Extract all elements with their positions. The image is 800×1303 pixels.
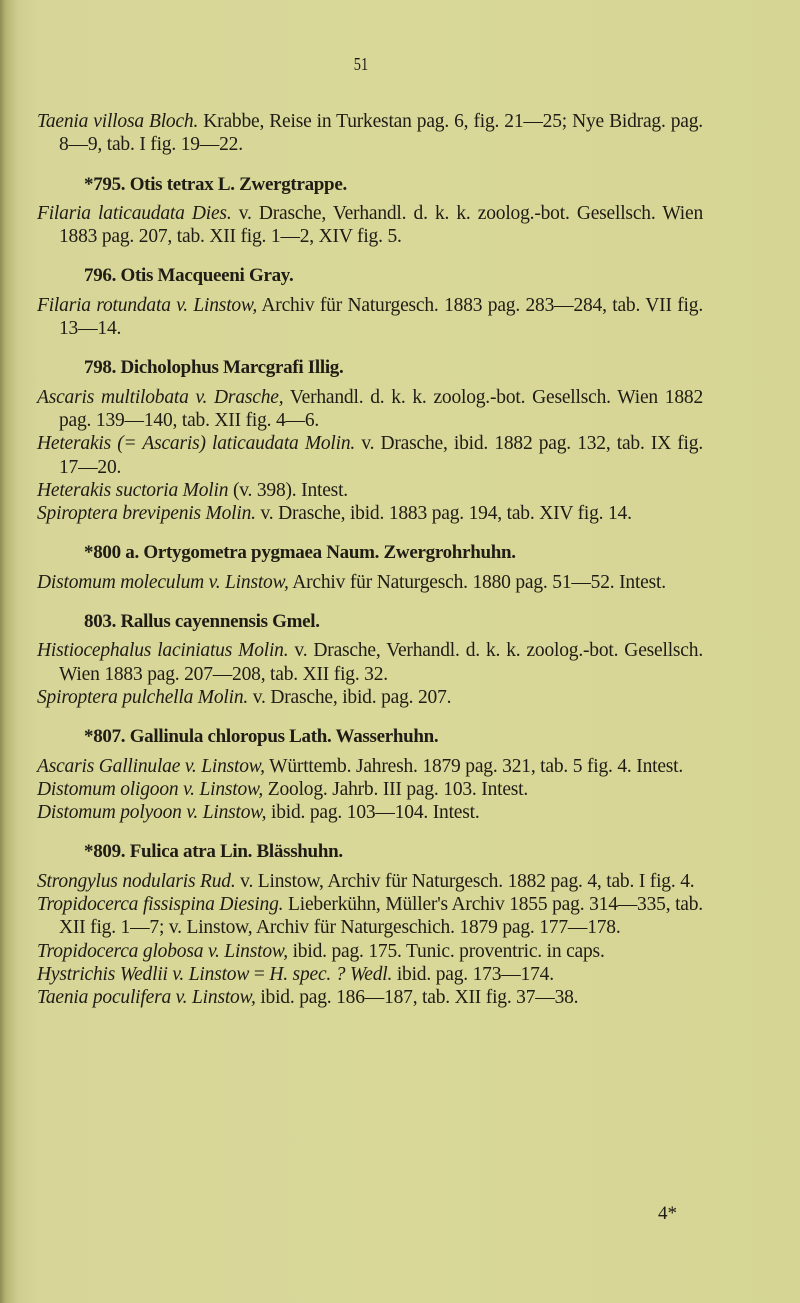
- species-heading: *809. Fulica atra Lin. Blässhuhn.: [84, 841, 343, 863]
- parasite-name: Filaria rotundata v. Linstow,: [37, 294, 258, 316]
- species-heading: 796. Otis Macqueeni Gray.: [84, 265, 294, 287]
- parasite-name: Strongylus nodularis Rud.: [37, 870, 236, 892]
- parasite-name: Heterakis (= Ascaris) laticaudata Molin.: [37, 433, 356, 455]
- citation-entry: [37, 870, 703, 893]
- parasite-name: Distomum polyoon v. Linstow,: [37, 802, 267, 824]
- citation-entry: [37, 778, 703, 801]
- citation-entry: [37, 801, 703, 824]
- parasite-name: Spiroptera pulchella Molin.: [37, 686, 249, 708]
- citation-entry: [37, 755, 703, 778]
- citation-text: ibid. pag. 175. Tunic. proventric. in caps.: [287, 940, 605, 962]
- species-heading: 798. Dicholophus Marcgrafi Illig.: [84, 357, 344, 379]
- citation-entry: [37, 479, 703, 502]
- citation-text: Lieberkühn, Müller's Archiv 1855 pag. 314—335, tab. XII fig. 1—7; v. Linstow, Archiv für Naturgeschich. 1879 pag. 177—178.: [59, 894, 703, 939]
- citation-text: v. Drasche, Verhandl. d. k. k. zoolog.-bot. Gesellsch. Wien 1883 pag. 207, tab. XII fig. 1—2, XIV fig. 5.: [59, 202, 703, 248]
- species-heading: 803. Rallus cayennensis Gmel.: [84, 611, 320, 633]
- citation-text: v. Drasche, ibid. 1883 pag. 194, tab. XIV fig. 14.: [255, 503, 632, 525]
- parasite-name: Filaria laticaudata Dies.: [37, 202, 232, 224]
- citation-text: =: [249, 963, 270, 985]
- citation-text: Archiv für Naturgesch. 1883 pag. 283—284, tab. VII fig. 13—14.: [59, 294, 703, 340]
- citation-entry: [37, 940, 703, 963]
- parasite-name: Distomum oligoon v. Linstow,: [37, 778, 264, 800]
- citation-text: Württemb. Jahresh. 1879 pag. 321, tab. 5 fig. 4. Intest.: [264, 755, 684, 777]
- citation-text: v. Drasche, ibid. 1882 pag. 132, tab. IX fig. 17—20.: [59, 433, 704, 478]
- citation-entry: [37, 639, 703, 686]
- parasite-name: Taenia villosa Bloch.: [37, 111, 199, 132]
- citation-text: v. Drasche, Verhandl. d. k. k. zoolog.-bot. Gesellsch. Wien 1883 pag. 207—208, tab. XII fig. 32.: [59, 640, 703, 685]
- citation-entry: [37, 432, 703, 479]
- citation-text: ibid. pag. 186—187, tab. XII fig. 37—38.: [255, 987, 579, 1009]
- citation-entry: [37, 963, 703, 986]
- citation-entry: [37, 893, 703, 940]
- citation-entry: [37, 571, 703, 594]
- species-heading: *800 a. Ortygometra pygmaea Naum. Zwergrohrhuhn.: [84, 542, 516, 564]
- citation-text: Archiv für Naturgesch. 1880 pag. 51—52. Intest.: [288, 571, 666, 593]
- citation-text: Krabbe, Reise in Turkestan pag. 6, fig. 21—25; Nye Bidrag. pag. 8—9, tab. I fig. 19—22.: [59, 111, 703, 156]
- citation-text: ibid. pag. 103—104. Intest.: [266, 802, 480, 824]
- parasite-name: Tropidocerca fissispina Diesing.: [37, 894, 284, 916]
- citation-entry: [37, 202, 703, 249]
- parasite-name: Spiroptera brevipenis Molin.: [37, 503, 256, 525]
- signature-mark: 4*: [658, 1203, 677, 1224]
- parasite-name: Tropidocerca globosa v. Linstow,: [37, 940, 288, 962]
- page-body: [37, 110, 703, 1010]
- citation-entry: [37, 986, 703, 1009]
- parasite-name: Hystrichis Wedlii v. Linstow: [37, 963, 250, 985]
- parasite-name: Histiocephalus laciniatus Molin.: [37, 640, 289, 662]
- citation-text: Zoolog. Jahrb. III pag. 103. Intest.: [263, 778, 529, 800]
- citation-text: Verhandl. d. k. k. zoolog.-bot. Gesellsch. Wien 1882 pag. 139—140, tab. XII fig. 4—6.: [59, 386, 703, 431]
- citation-text: (v. 398). Intest.: [228, 479, 348, 501]
- citation-entry: [37, 110, 703, 157]
- citation-entry: [37, 502, 703, 525]
- species-heading: *807. Gallinula chloropus Lath. Wasserhuhn.: [84, 726, 439, 748]
- parasite-name: Distomum moleculum v. Linstow,: [37, 571, 289, 593]
- parasite-name: Ascaris Gallinulae v. Linstow,: [37, 755, 265, 777]
- citation-text: v. Drasche, ibid. pag. 207.: [248, 686, 452, 708]
- parasite-name: Heterakis suctoria Molin: [37, 479, 229, 501]
- page-number: 51: [353, 54, 369, 74]
- citation-entry: [37, 386, 703, 433]
- citation-text: v. Linstow, Archiv für Naturgesch. 1882 pag. 4, tab. I fig. 4.: [235, 870, 695, 892]
- species-heading: *795. Otis tetrax L. Zwergtrappe.: [84, 173, 347, 195]
- parasite-name: Ascaris multilobata v. Drasche,: [37, 386, 284, 408]
- citation-entry: [37, 294, 703, 341]
- citation-text: ibid. pag. 173—174.: [392, 963, 554, 985]
- parasite-name: Taenia poculifera v. Linstow,: [37, 987, 256, 1009]
- parasite-name: H. spec. ? Wedl.: [269, 963, 393, 985]
- citation-entry: [37, 686, 703, 709]
